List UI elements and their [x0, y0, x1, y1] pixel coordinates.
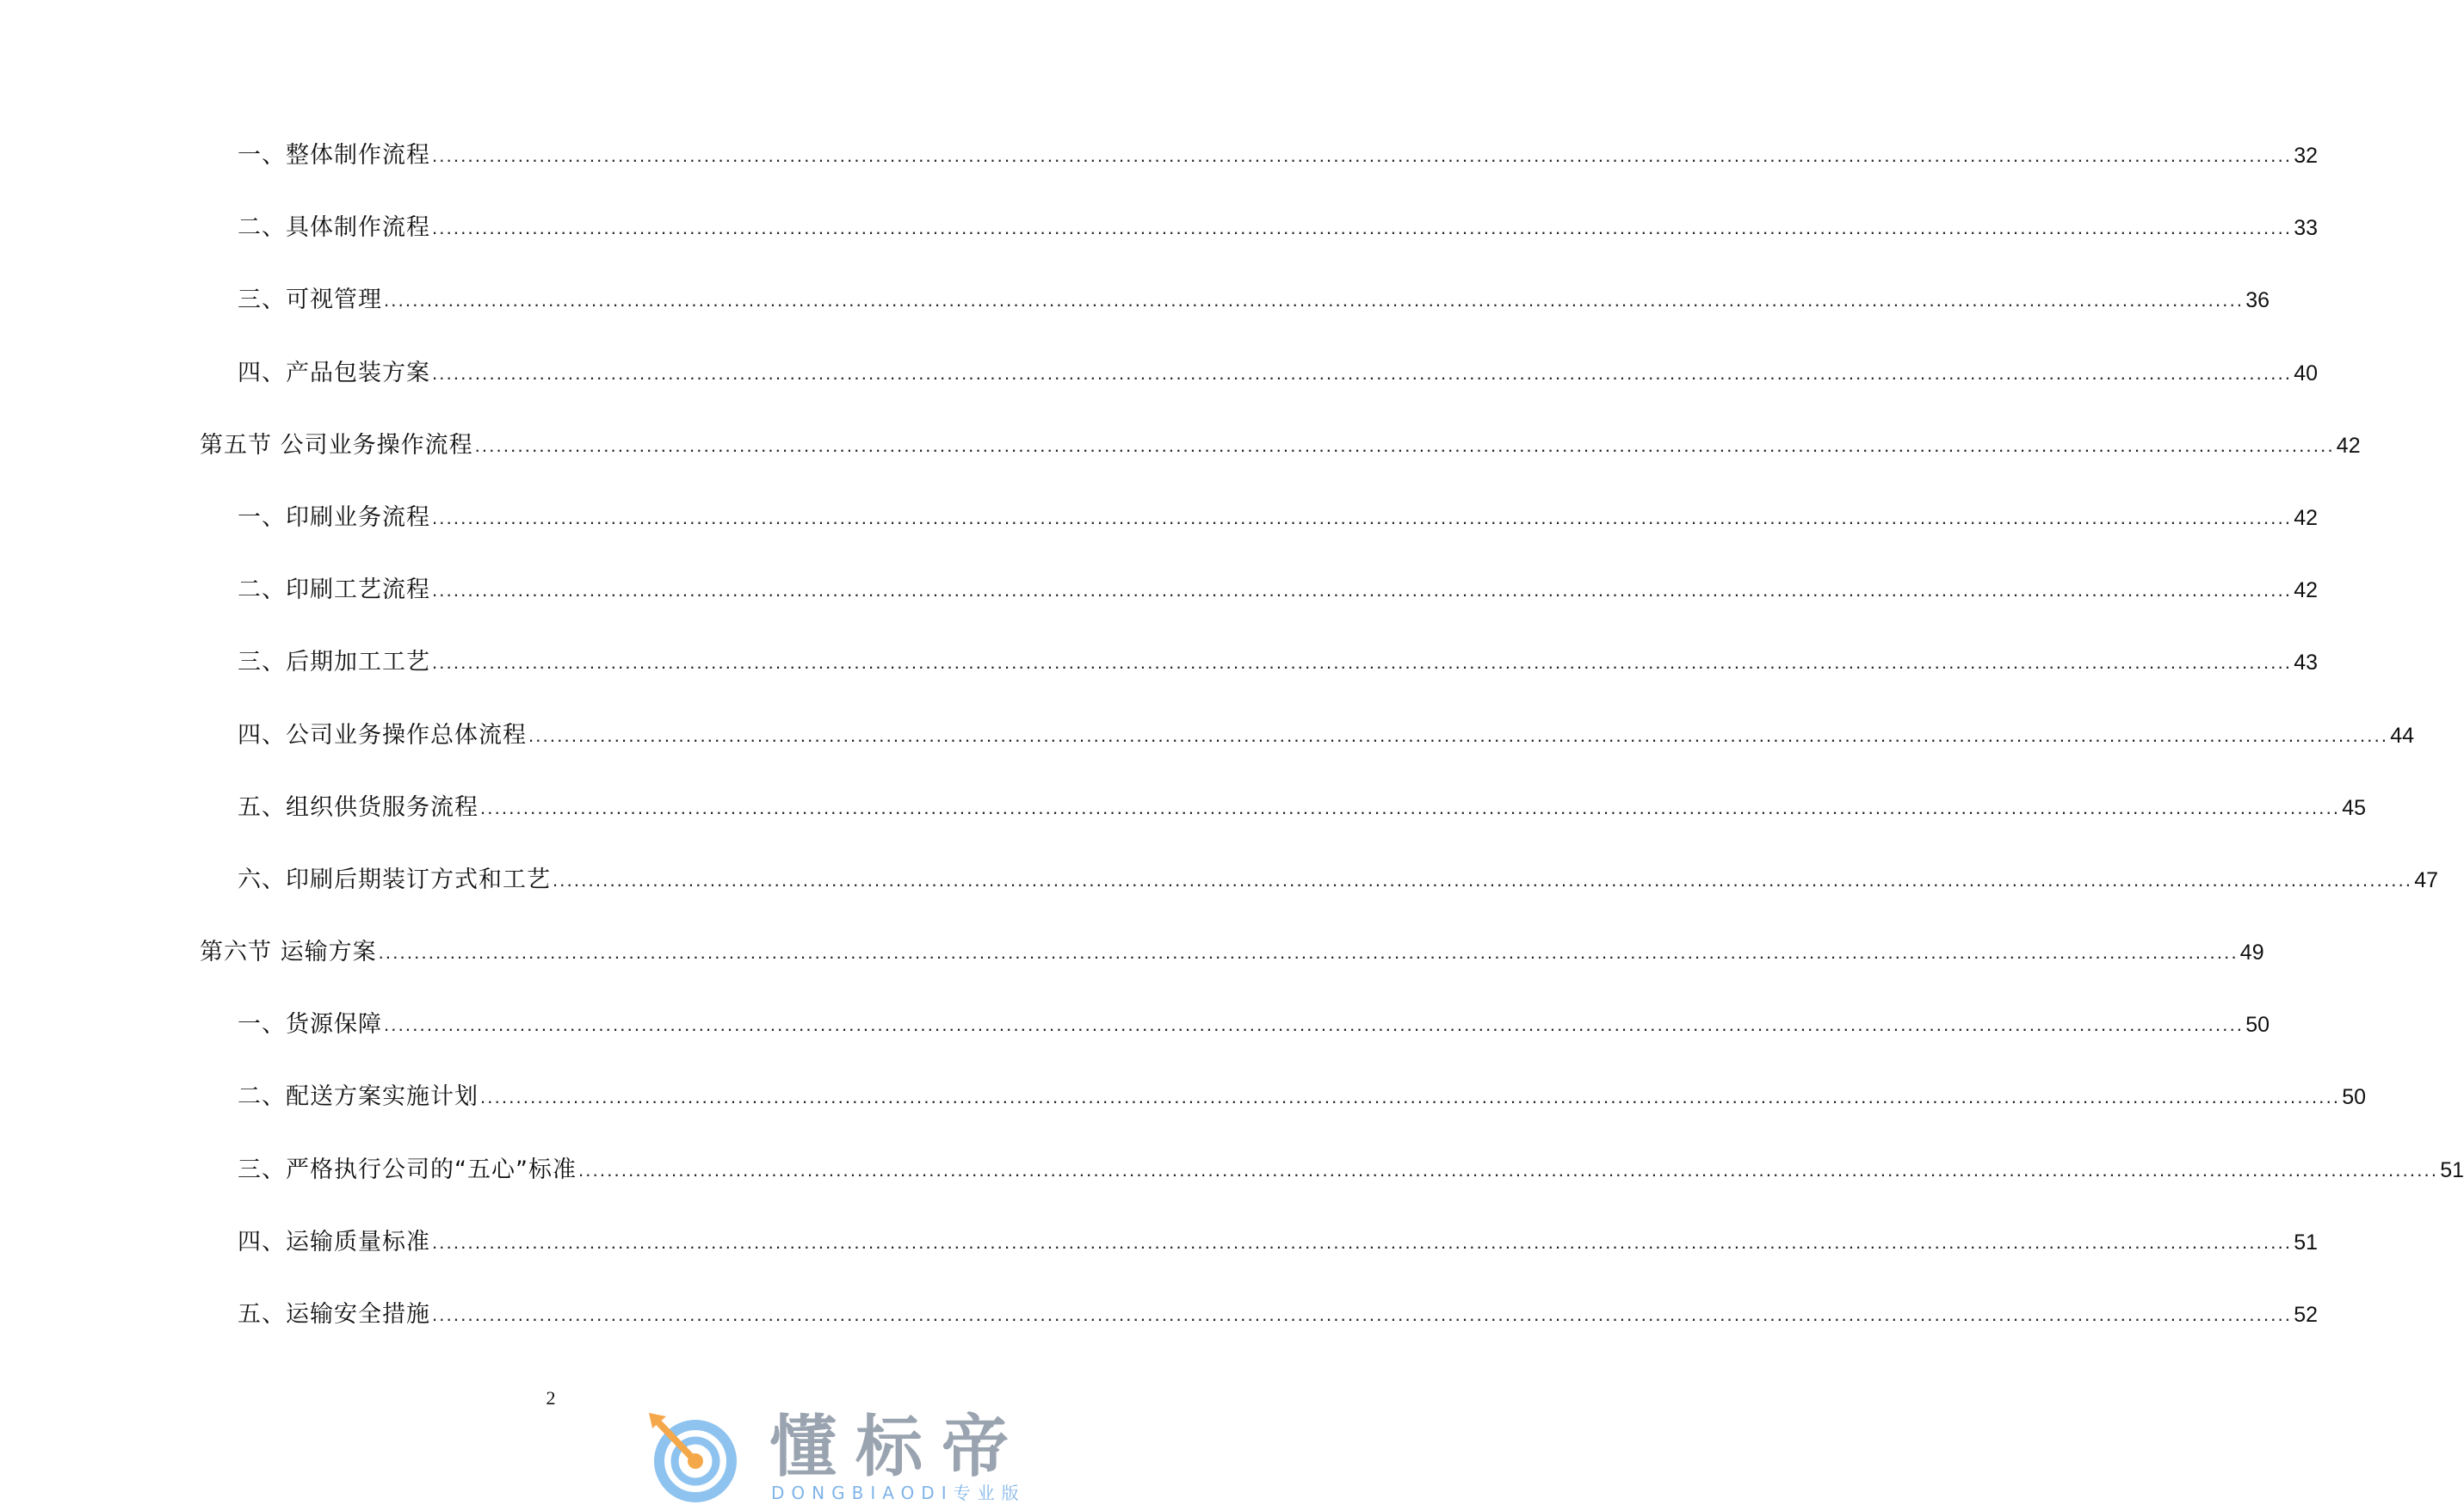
toc-entry-page: 44: [2390, 723, 2415, 748]
toc-entry-title: 第五节 公司业务操作流程: [200, 431, 473, 459]
toc-entry-page: 51: [2440, 1157, 2464, 1182]
toc-entry-title: 三、后期加工工艺: [238, 649, 430, 676]
toc-entry-page: 33: [2294, 216, 2319, 241]
toc-entry-title: 四、公司业务操作总体流程: [238, 721, 527, 749]
toc-entry-title: 五、组织供货服务流程: [238, 793, 479, 821]
toc-entry[interactable]: [0, 1156, 2464, 1228]
toc-entry-title: 四、产品包装方案: [238, 359, 430, 386]
toc-entry-page: 49: [2239, 941, 2264, 965]
toc-leader-dots: ....................................................................................................................................................................................................................................................................: [432, 651, 2293, 674]
toc-entry-page: 42: [2336, 433, 2361, 458]
toc-entry-page: 42: [2294, 578, 2319, 603]
toc-leader-dots: ....................................................................................................................................................................................................................................................................: [432, 217, 2293, 239]
toc-leader-dots: ....................................................................................................................................................................................................................................................................: [432, 1304, 2293, 1325]
toc-entry-page: 42: [2294, 505, 2319, 530]
toc-entry-page: 40: [2294, 361, 2319, 386]
toc-entry[interactable]: [0, 431, 2361, 503]
toc-entry-page: 45: [2342, 795, 2367, 820]
toc-leader-dots: ....................................................................................................................................................................................................................................................................: [577, 1158, 2439, 1181]
toc-entry-page: 51: [2294, 1230, 2319, 1255]
toc-leader-dots: ....................................................................................................................................................................................................................................................................: [378, 941, 2239, 964]
toc-leader-dots: ....................................................................................................................................................................................................................................................................: [474, 434, 2335, 456]
toc-entry[interactable]: [0, 503, 2319, 576]
toc-entry[interactable]: [0, 793, 2367, 866]
toc-entry[interactable]: [0, 866, 2439, 938]
toc-entry[interactable]: [0, 1228, 2319, 1300]
toc-entry-page: 43: [2294, 651, 2319, 675]
toc-entry-title: 一、货源保障: [238, 1011, 382, 1039]
toc-leader-dots: ....................................................................................................................................................................................................................................................................: [480, 1086, 2341, 1108]
toc-entry-title: 二、配送方案实施计划: [238, 1083, 479, 1111]
toc-entry[interactable]: [0, 721, 2415, 793]
toc-entry-title: 一、印刷业务流程: [238, 503, 430, 531]
toc-entry-page: 36: [2245, 288, 2270, 313]
toc-leader-dots: ....................................................................................................................................................................................................................................................................: [553, 868, 2413, 891]
toc-entry-page: 50: [2342, 1085, 2367, 1110]
toc-leader-dots: ....................................................................................................................................................................................................................................................................: [384, 1014, 2245, 1036]
toc-entry-title: 四、运输质量标准: [238, 1228, 430, 1255]
watermark-subtitle: DONGBIAODI专业版: [771, 1483, 1026, 1503]
toc-entry-page: 50: [2245, 1013, 2270, 1038]
toc-leader-dots: ....................................................................................................................................................................................................................................................................: [432, 579, 2293, 601]
toc-entry[interactable]: [0, 648, 2319, 720]
toc-leader-dots: ....................................................................................................................................................................................................................................................................: [432, 1231, 2293, 1253]
toc-entry[interactable]: [0, 286, 2270, 358]
toc-entry[interactable]: [0, 938, 2264, 1010]
toc-entry-title: 三、可视管理: [238, 287, 382, 314]
page-number: 2: [546, 1387, 556, 1409]
toc-entry[interactable]: [0, 1010, 2270, 1082]
toc-leader-dots: ....................................................................................................................................................................................................................................................................: [432, 361, 2293, 384]
target-logo-icon: [640, 1408, 744, 1504]
toc-entry[interactable]: [0, 576, 2319, 648]
toc-entry[interactable]: [0, 1300, 2319, 1372]
toc-leader-dots: ....................................................................................................................................................................................................................................................................: [384, 289, 2245, 311]
watermark-brand: 懂标帝: [769, 1409, 1028, 1486]
toc-entry-title: 五、运输安全措施: [238, 1301, 430, 1328]
toc-entry-title: 三、严格执行公司的“五心”标准: [238, 1156, 577, 1183]
watermark: [640, 1408, 1045, 1504]
toc-leader-dots: ....................................................................................................................................................................................................................................................................: [528, 724, 2389, 746]
toc-entry-title: 六、印刷后期装订方式和工艺: [238, 866, 551, 893]
toc-entry-title: 第六节 运输方案: [200, 939, 377, 966]
toc-entry[interactable]: [0, 213, 2319, 286]
toc-entry-page: 47: [2414, 867, 2439, 892]
toc-entry-page: 52: [2294, 1303, 2319, 1327]
toc-entry-title: 二、具体制作流程: [238, 214, 430, 242]
toc-entry[interactable]: [0, 141, 2319, 213]
toc-entry-page: 32: [2294, 144, 2319, 168]
table-of-contents: [0, 141, 2464, 1372]
toc-entry-title: 一、整体制作流程: [238, 142, 430, 169]
toc-entry[interactable]: [0, 1082, 2367, 1155]
toc-leader-dots: ....................................................................................................................................................................................................................................................................: [480, 796, 2341, 818]
toc-entry-title: 二、印刷工艺流程: [238, 577, 430, 604]
toc-entry[interactable]: [0, 359, 2319, 431]
toc-leader-dots: ....................................................................................................................................................................................................................................................................: [432, 145, 2293, 166]
toc-leader-dots: ....................................................................................................................................................................................................................................................................: [432, 506, 2293, 528]
